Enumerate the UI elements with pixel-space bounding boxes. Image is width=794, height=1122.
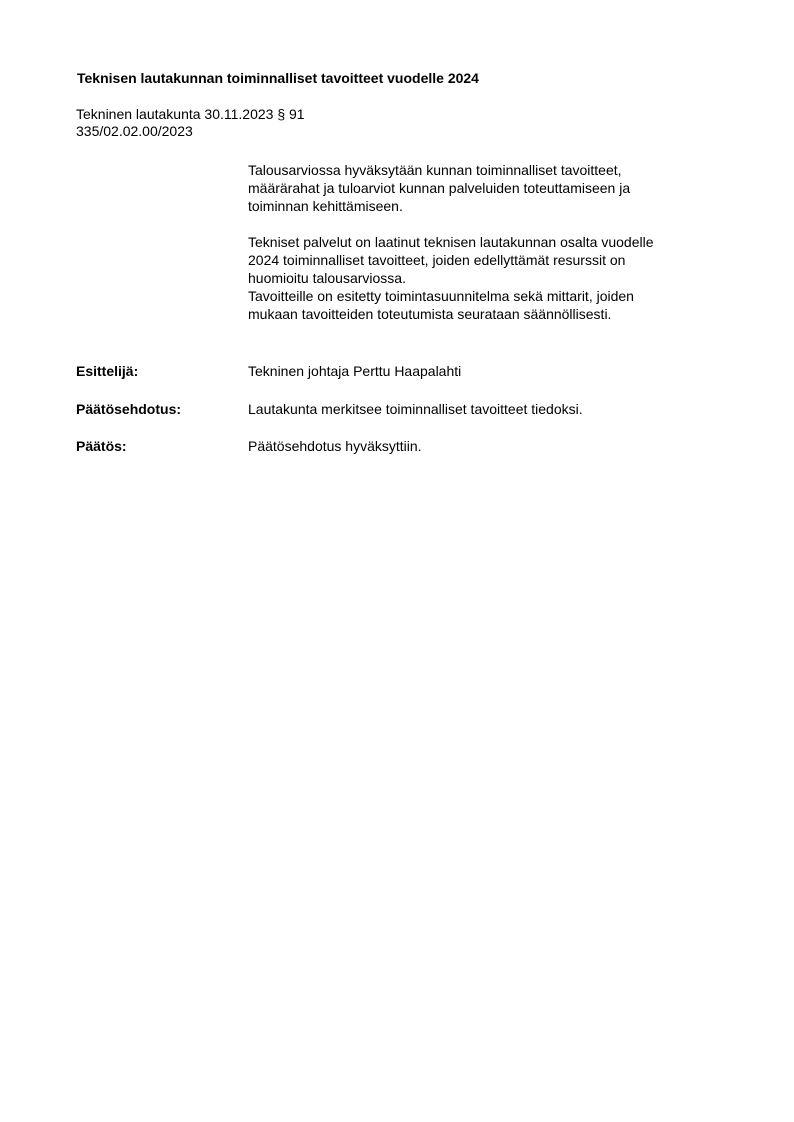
record-number: 335/02.02.00/2023: [76, 123, 193, 139]
paragraph-line: mukaan tavoitteiden toteutumista seurataan säännöllisesti.: [248, 306, 612, 322]
document-title: Teknisen lautakunnan toiminnalliset tavoitteet vuodelle 2024: [77, 70, 479, 86]
document-body: [248, 161, 728, 323]
proposal-label: Päätösehdotus:: [76, 401, 182, 417]
paragraph-line: toiminnan kehittämiseen.: [248, 198, 403, 214]
paragraph-line: määrärahat ja tuloarviot kunnan palveluiden toteuttamiseen ja: [248, 180, 631, 196]
proposal-value: Lautakunta merkitsee toiminnalliset tavoitteet tiedoksi.: [248, 401, 583, 417]
paragraph-goals: [248, 233, 728, 323]
decision-value: Päätösehdotus hyväksyttiin.: [248, 438, 422, 454]
paragraph-line: Talousarviossa hyväksytään kunnan toiminnalliset tavoitteet,: [248, 162, 622, 178]
decision-row: [76, 437, 726, 455]
paragraph-line: Tavoitteille on esitetty toimintasuunnitelma sekä mittarit, joiden: [248, 288, 634, 304]
meeting-info: [76, 106, 476, 140]
presenter-value: Tekninen johtaja Perttu Haapalahti: [248, 363, 462, 379]
meeting-line: Tekninen lautakunta 30.11.2023 § 91: [76, 106, 305, 122]
presenter-label: Esittelijä:: [76, 363, 139, 379]
proposal-row: [76, 400, 726, 418]
paragraph-line: huomioitu talousarviossa.: [248, 270, 406, 286]
paragraph-budget: [248, 161, 728, 215]
paragraph-line: Tekniset palvelut on laatinut teknisen lautakunnan osalta vuodelle: [248, 234, 654, 250]
decision-label: Päätös:: [76, 438, 127, 454]
paragraph-line: 2024 toiminnalliset tavoitteet, joiden edellyttämät resurssit on: [248, 252, 626, 268]
presenter-row: [76, 362, 726, 380]
